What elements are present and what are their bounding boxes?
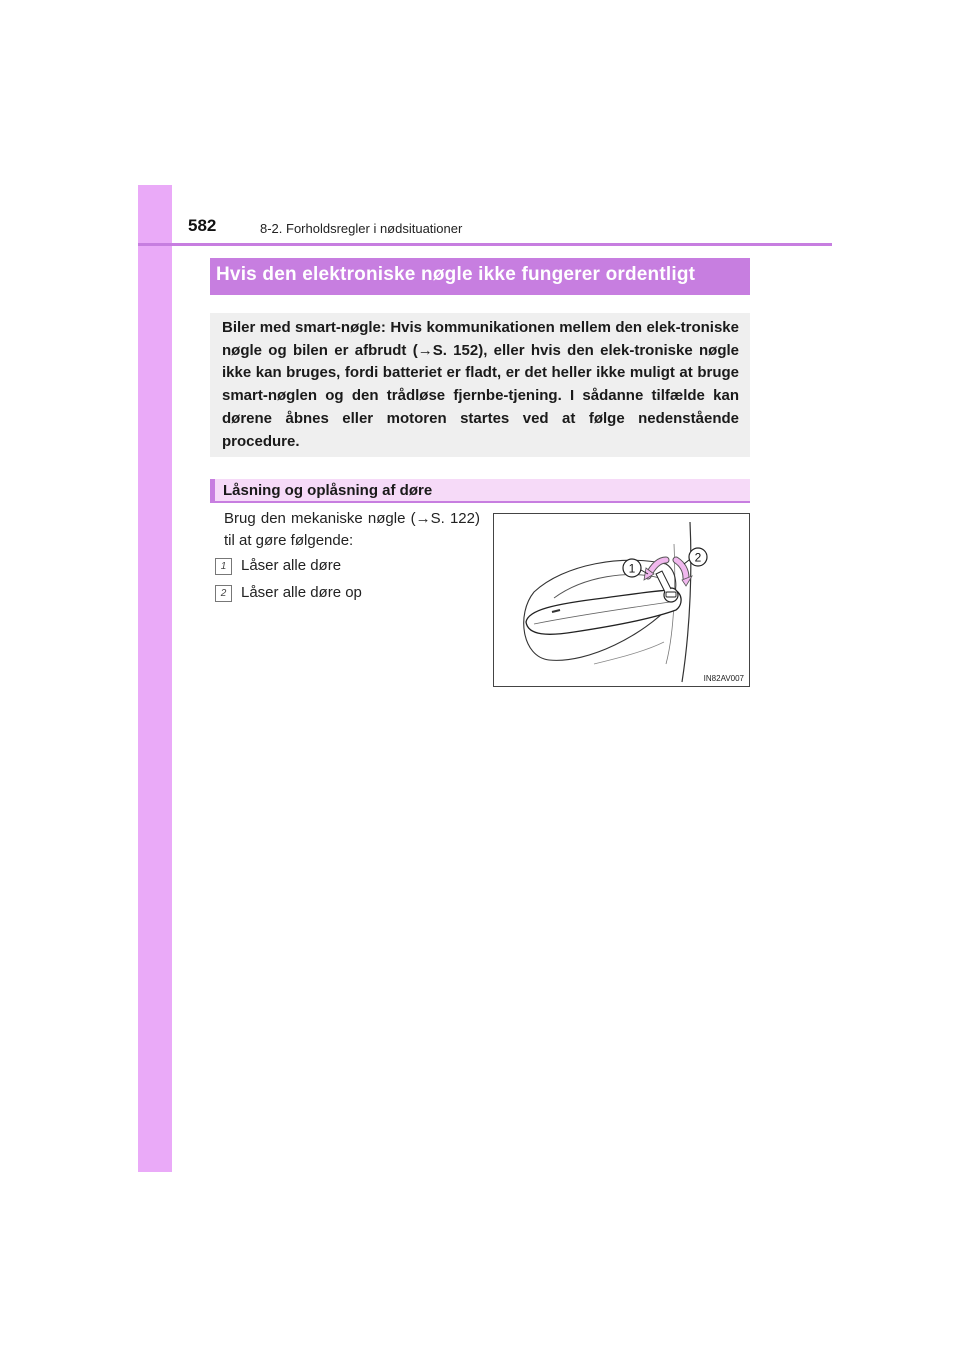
figure-code: IN82AV007 <box>703 674 744 683</box>
section-title: Hvis den elektroniske nøgle ikke fungerer ordentligt <box>216 264 696 285</box>
callout-label-2: 2 <box>694 550 702 565</box>
callout-label-1: 1 <box>628 561 636 576</box>
intro-box <box>210 313 750 457</box>
section-title-bar <box>210 258 750 295</box>
header-divider <box>138 243 832 246</box>
chapter-heading: 8-2. Forholdsregler i nødsituationer <box>260 221 463 236</box>
step-text: Låser alle døre op <box>241 584 362 601</box>
step-text: Låser alle døre <box>241 557 342 574</box>
step-number-badge: 1 <box>215 558 232 575</box>
door-handle-illustration <box>493 513 750 687</box>
door-handle-drawing <box>494 514 749 686</box>
step-item-lock <box>215 557 341 577</box>
step-item-unlock <box>215 584 362 604</box>
instruction-text: Brug den mekaniske nøgle (→S. 122) til at gøre følgende: <box>224 510 480 549</box>
subsection-title: Låsning og oplåsning af døre <box>223 482 433 499</box>
side-tab-strip <box>138 185 172 1172</box>
page-number: 582 <box>188 216 217 235</box>
step-number-badge: 2 <box>215 585 232 602</box>
subsection-heading-bar <box>210 479 750 503</box>
intro-text: Biler med smart-nøgle: Hvis kommunikationen mellem den elek-troniske nøgle og bilen er afbrudt (→S. 152), eller hvis den elek-troniske nøgle ikke kan bruges, fordi batteriet er fladt, er det heller ikke muligt at bruge smart-nøglen og den trådløse fjernbe-tjening. I sådanne tilfælde kan dørene åbnes eller motoren startes ved at følge nedenstående procedure. <box>222 319 739 450</box>
